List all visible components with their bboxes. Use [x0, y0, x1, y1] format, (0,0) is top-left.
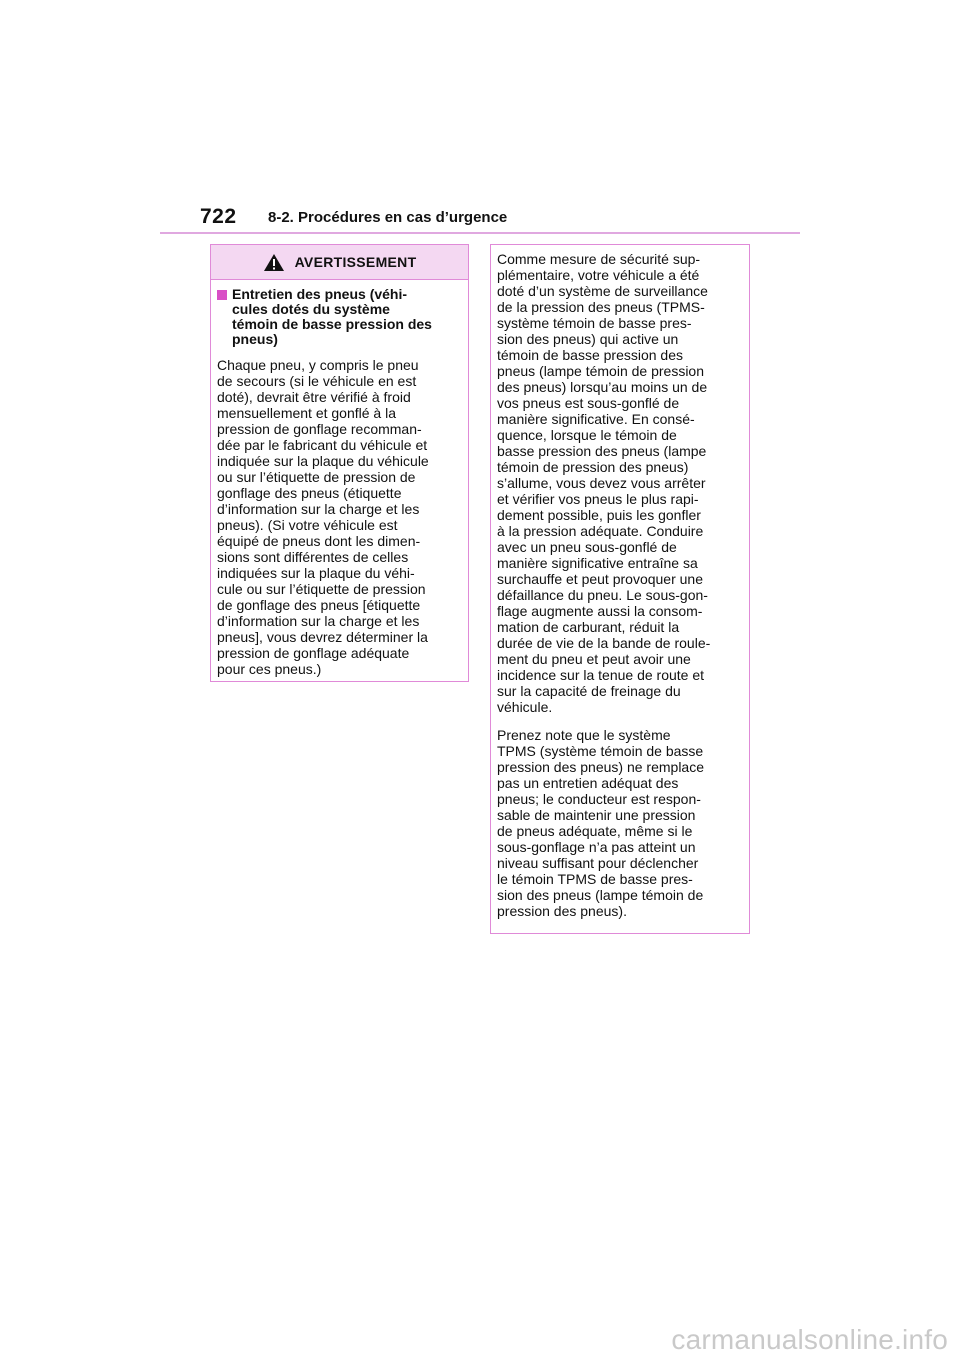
- header-divider: [160, 232, 800, 234]
- info-box: [490, 244, 750, 934]
- warning-body: [211, 280, 468, 677]
- warning-title: AVERTISSEMENT: [294, 254, 417, 270]
- page-number: 722: [200, 205, 237, 228]
- info-paragraph-2: Prenez note que le système TPMS (système témoin de basse pression des pneus) ne remplace pas un entretien adéquat des pneus; le conducteur est respon- sable de maintenir une pression de pneus adéquate, même si le sous-gonflage n’a pas atteint un niveau suffisant pour déclencher le témoin TPMS de basse pres- sion des pneus (lampe témoin de pression des pneus).: [497, 727, 705, 919]
- warning-paragraph: Chaque pneu, y compris le pneu de secours (si le véhicule en est doté), devrait être vérifié à froid mensuellement et gonflé à la pression de gonflage recomman- dée par le fabricant du véhicule et indiquée sur la plaque du véhicule ou sur l’étiquette de pression de gonflage des pneus (étiquette d’information sur la charge et les pneus). (Si votre véhicule est équipé de pneus dont les dimen- sions sont différentes de celles indiquées sur la plaque du véhi- cule ou sur l’étiquette de pression de gonflage des pneus [étiquette d’information sur la charge et les pneus], vous devrez déterminer la pression de gonflage adéquate pour ces pneus.): [217, 357, 429, 677]
- warning-box: [210, 244, 469, 682]
- warning-bullet: [217, 287, 462, 347]
- square-bullet-icon: [217, 290, 227, 300]
- watermark: carmanualsonline.info: [671, 1324, 948, 1355]
- warning-bullet-heading: Entretien des pneus (véhi- cules dotés du système témoin de basse pression des pneus): [232, 286, 432, 347]
- section-title: 8-2. Procédures en cas d’urgence: [268, 209, 508, 226]
- info-paragraph-1: Comme mesure de sécurité sup- plémentaire, votre véhicule a été doté d’un système de surveillance de la pression des pneus (TPMS- système témoin de basse pres- sion des pneus) qui active un témoin de basse pression des pneus (lampe témoin de pression des pneus) lorsqu’au moins un de vos pneus est sous-gonflé de manière significative. En consé- quence, lorsque le témoin de basse pression des pneus (lampe témoin de pression des pneus) s’allume, vous devez vous arrêter et vérifier vos pneus le plus rapi- dement possible, puis les gonfler à la pression adéquate. Conduire avec un pneu sous-gonflé de manière significative entraîne sa surchauffe et peut provoquer une défaillance du pneu. Le sous-gon- flage augmente aussi la consom- mation de carburant, réduit la durée de vie de la bande de roule- ment du pneu et peut avoir une incidence sur la tenue de route et sur la capacité de freinage du véhicule.: [497, 251, 711, 715]
- warning-header: [211, 245, 468, 280]
- page-header: [200, 205, 800, 233]
- warning-triangle-icon: [263, 253, 285, 272]
